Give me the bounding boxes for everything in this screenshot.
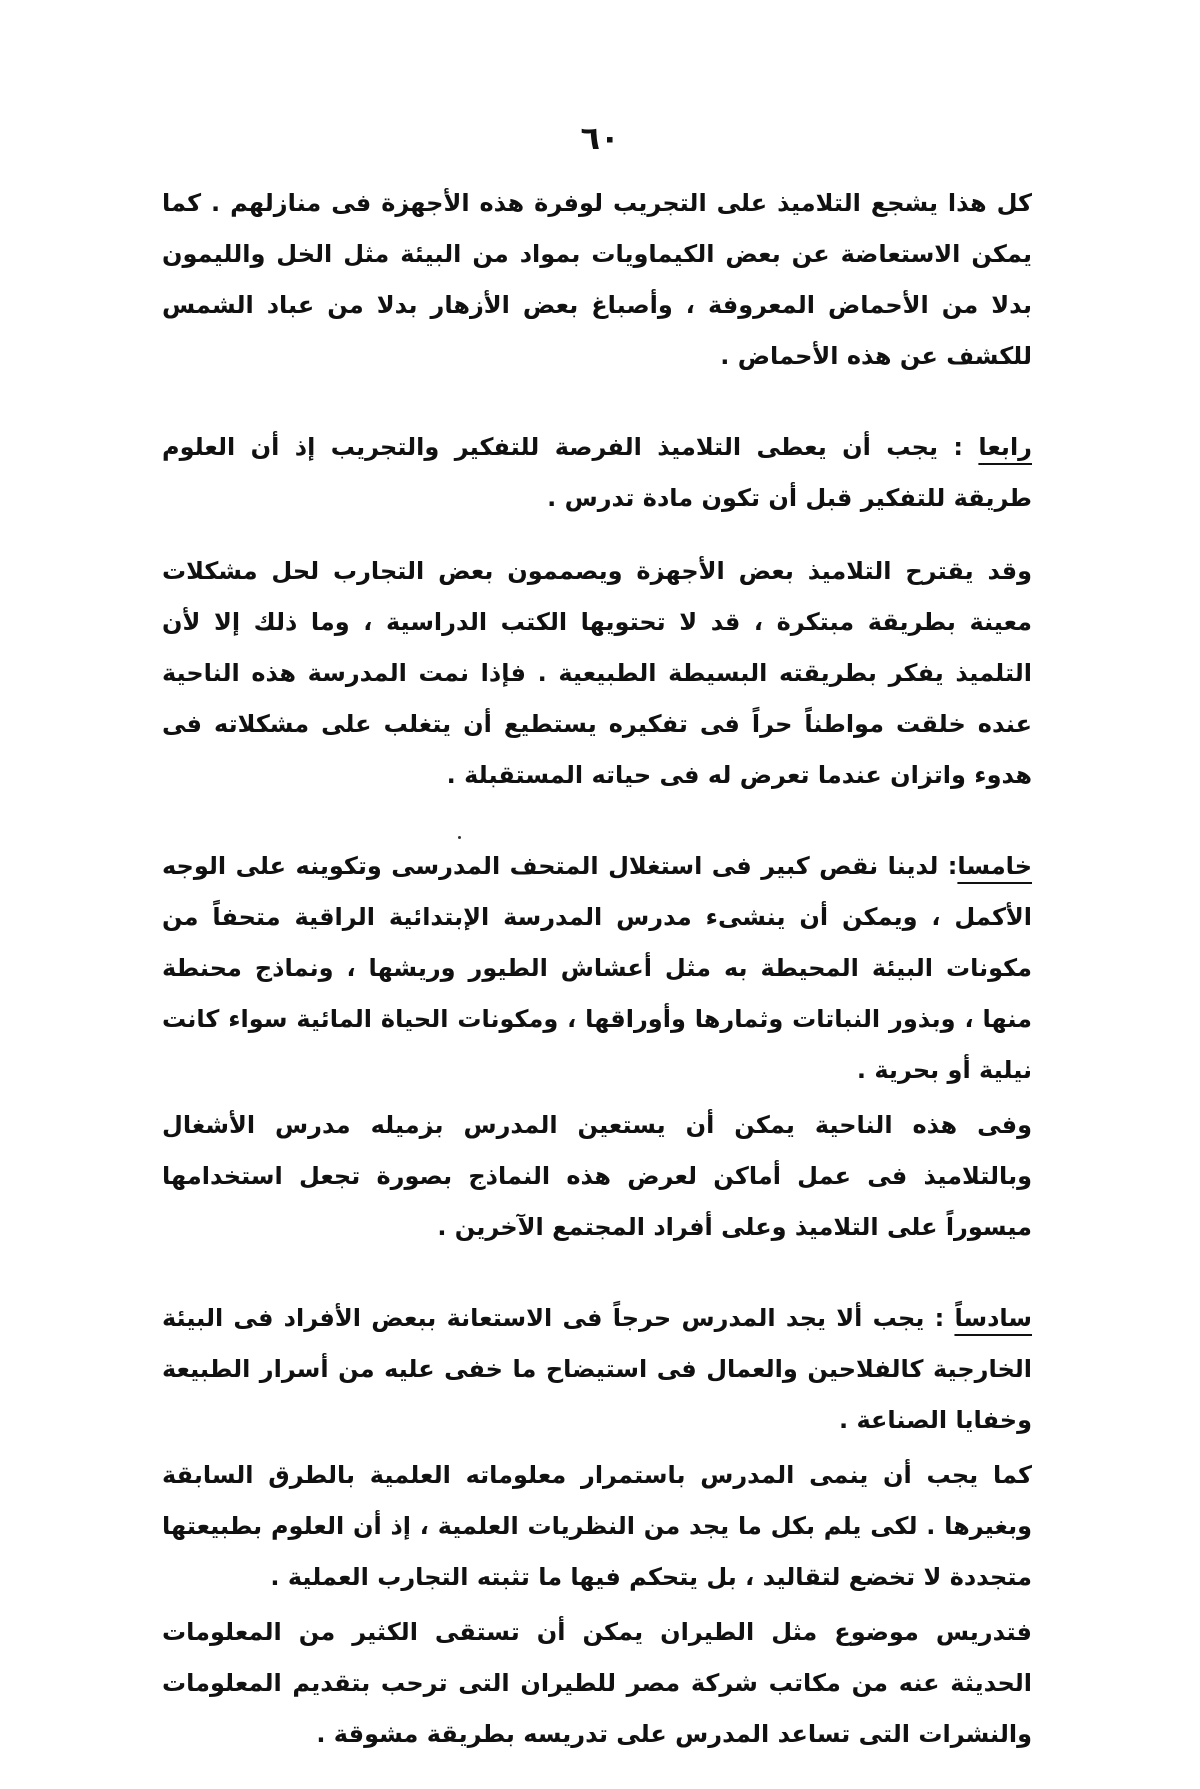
paragraph-home-experiments [162,178,1032,382]
paragraph-text: : لدينا نقص كبير فى استغلال المتحف المدرسى وتكوينه على الوجه الأكمل ، ويمكن أن ينشىء مدرس المدرسة الإبتدائية الراقية متحفاً من مكونات البيئة المحيطة به مثل أعشاش الطيور وريشها ، ونماذج محنطة منها ، وبذور النباتات وثمارها وأوراقها ، ومكونات الحياة المائية سواء كانت نيلية أو بحرية . [162,852,1032,1084]
paragraph-lead: خامسا [957,852,1032,880]
paragraph-fifth-point [162,841,1032,1096]
paragraph-lead: رابعا [978,433,1032,461]
paragraph-text: فتدريس موضوع مثل الطيران يمكن أن تستقى الكثير من المعلومات الحديثة عنه من مكاتب شركة مصر للطيران التى ترحب بتقديم المعلومات والنشرات التى تساعد المدرس على تدريسه بطريقة مشوقة . [162,1618,1032,1748]
paragraph-text: : يجب ألا يجد المدرس حرجاً فى الاستعانة ببعض الأفراد فى البيئة الخارجية كالفلاحين والعمال فى استيضاح ما خفى عليه من أسرار الطبيعة وخفايا الصناعة . [162,1304,1032,1434]
paragraph-student-devices [162,546,1032,801]
paragraph-crafts-teacher [162,1100,1032,1253]
page-body [162,178,1032,1760]
paragraph-text: كما يجب أن ينمى المدرس باستمرار معلوماته العلمية بالطرق السابقة وبغيرها . لكى يلم بكل ما يجد من النظريات العلمية ، إذ أن العلوم بطبيعتها متجددة لا تخضع لتقاليد ، بل يتحكم فيها ما تثبته التجارب العملية . [162,1461,1032,1591]
paragraph-text: وقد يقترح التلاميذ بعض الأجهزة ويصممون بعض التجارب لحل مشكلات معينة بطريقة مبتكرة ، قد لا تحتويها الكتب الدراسية ، وما ذلك إلا لأن التلميذ يفكر بطريقته البسيطة الطبيعية . فإذا نمت المدرسة هذه الناحية عنده خلقت مواطناً حراً فى تفكيره يستطيع أن يتغلب على مشكلاته فى هدوء واتزان عندما تعرض له فى حياته المستقبلة . [162,557,1032,789]
paragraph-lead: سادساً [954,1304,1032,1332]
paragraph-sixth-point [162,1293,1032,1446]
paragraph-fourth-point [162,422,1032,524]
paragraph-text: وفى هذه الناحية يمكن أن يستعين المدرس بزميله مدرس الأشغال وبالتلاميذ فى عمل أماكن لعرض هذه النماذج بصورة تجعل استخدامها ميسوراً على التلاميذ وعلى أفراد المجتمع الآخرين . [162,1111,1032,1241]
paragraph-text: كل هذا يشجع التلاميذ على التجريب لوفرة هذه الأجهزة فى منازلهم . كما يمكن الاستعاضة عن بعض الكيماويات بمواد من البيئة مثل الخل والليمون بدلا من الأحماض المعروفة ، وأصباغ بعض الأزهار بدلا من عباد الشمس للكشف عن هذه الأحماض . [162,189,1032,370]
paragraph-aviation-example [162,1607,1032,1760]
scan-speck [458,836,461,839]
page-number: ٦٠ [580,119,620,157]
paragraph-text: : يجب أن يعطى التلاميذ الفرصة للتفكير والتجريب إذ أن العلوم طريقة للتفكير قبل أن تكون مادة تدرس . [162,433,1032,512]
paragraph-teacher-development [162,1450,1032,1603]
